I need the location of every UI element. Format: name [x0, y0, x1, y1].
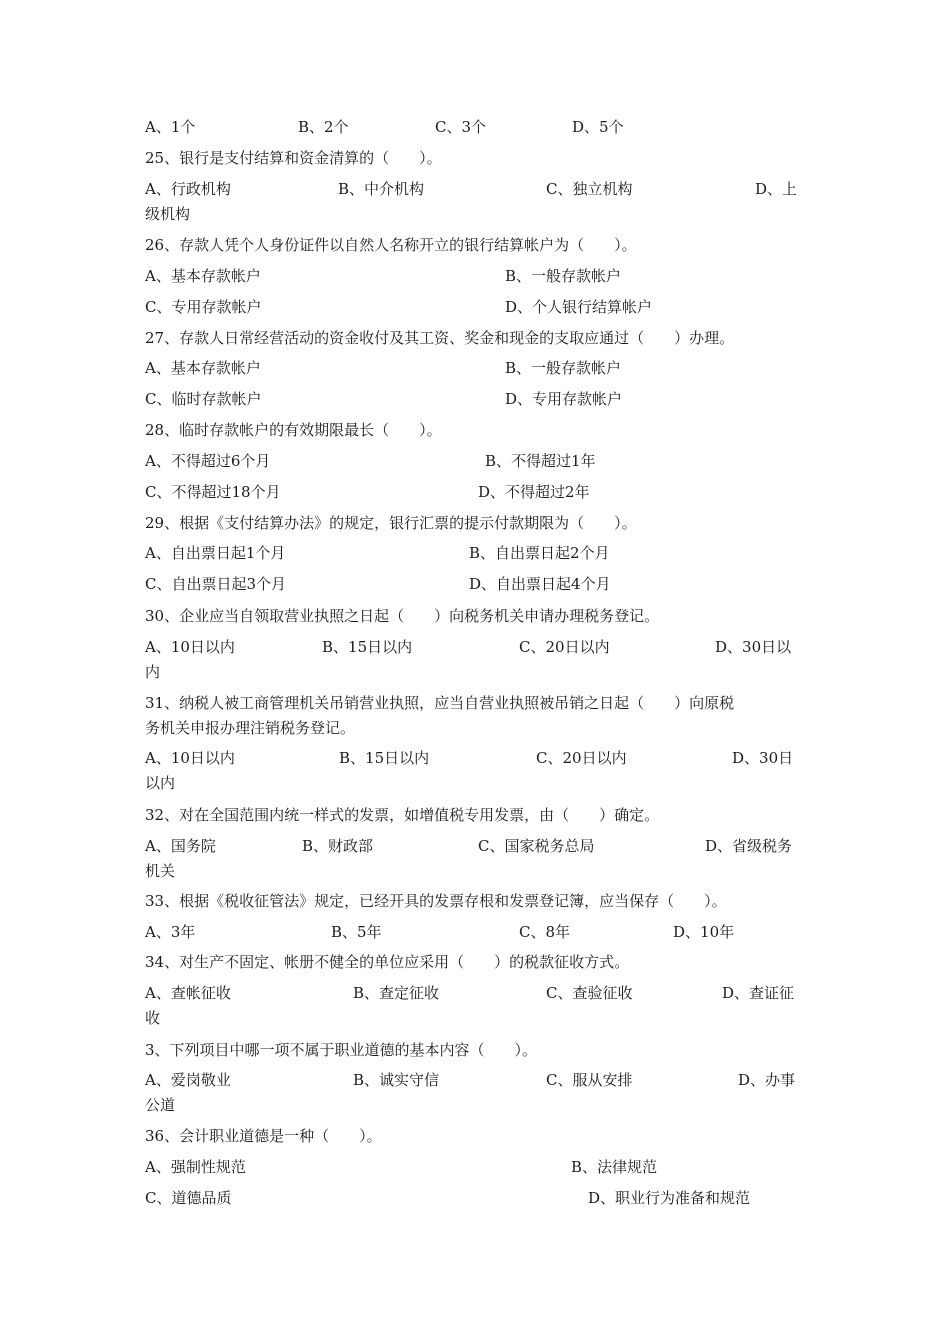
text-line	[145, 1156, 805, 1178]
question-text: 26、存款人凭个人身份证件以自然人名称开立的银行结算帐户为（ ）。	[145, 236, 637, 254]
text-line	[145, 573, 805, 595]
text-line	[145, 116, 805, 138]
answer-option: C、不得超过18个月	[145, 483, 281, 501]
text-line	[145, 296, 805, 318]
answer-option: B、2个	[298, 118, 349, 136]
answer-option: A、强制性规范	[145, 1158, 246, 1176]
text-line	[145, 860, 805, 882]
question-text: 25、银行是支付结算和资金清算的（ ）。	[145, 149, 442, 167]
text-line	[145, 1187, 805, 1209]
text-line	[145, 717, 805, 739]
answer-option: C、专用存款帐户	[145, 298, 262, 316]
answer-option: B、法律规范	[571, 1158, 658, 1176]
answer-option: A、基本存款帐户	[145, 267, 261, 285]
text-line	[145, 234, 805, 256]
answer-option: A、爱岗敬业	[145, 1071, 231, 1089]
answer-option: A、自出票日起1个月	[145, 544, 286, 562]
answer-option: C、临时存款帐户	[145, 390, 262, 408]
question-text: 28、临时存款帐户的有效期限最长（ ）。	[145, 421, 442, 439]
text-line	[145, 357, 805, 379]
answer-option: B、查定征收	[353, 984, 440, 1002]
answer-option: D、省级税务	[705, 837, 793, 855]
text-line	[145, 890, 805, 912]
answer-option: A、基本存款帐户	[145, 359, 261, 377]
answer-option: B、自出票日起2个月	[469, 544, 610, 562]
answer-option: C、3个	[435, 118, 487, 136]
answer-option: B、不得超过1年	[485, 452, 596, 470]
answer-option: C、国家税务总局	[478, 837, 595, 855]
text-line	[145, 1125, 805, 1147]
text-line	[145, 1094, 805, 1116]
text-line	[145, 1039, 805, 1061]
text-line	[145, 419, 805, 441]
text-line	[145, 982, 805, 1004]
text-line	[145, 147, 805, 169]
answer-option: A、行政机构	[145, 180, 231, 198]
answer-option: D、办事	[738, 1071, 796, 1089]
question-text: 机关	[145, 862, 176, 880]
question-text: 收	[145, 1009, 161, 1027]
text-line	[145, 203, 805, 225]
question-text: 级机构	[145, 205, 191, 223]
question-text: 务机关申报办理注销税务登记。	[145, 719, 356, 737]
answer-option: D、专用存款帐户	[505, 390, 623, 408]
question-text: 33、根据《税收征管法》规定，已经开具的发票存根和发票登记簿，应当保存（ ）。	[145, 892, 727, 910]
text-line	[145, 512, 805, 534]
answer-option: B、财政部	[302, 837, 374, 855]
text-line	[145, 951, 805, 973]
answer-option: D、30日	[732, 749, 794, 767]
answer-option: D、查证征	[722, 984, 795, 1002]
answer-option: D、30日以	[715, 638, 792, 656]
answer-option: A、国务院	[145, 837, 216, 855]
answer-option: B、5年	[331, 923, 382, 941]
answer-option: C、自出票日起3个月	[145, 575, 287, 593]
text-line	[145, 921, 805, 943]
answer-option: B、诚实守信	[353, 1071, 440, 1089]
text-line	[145, 605, 805, 627]
question-text: 32、对在全国范围内统一样式的发票，如增值税专用发票，由（ ）确定。	[145, 806, 660, 824]
answer-option: B、一般存款帐户	[505, 359, 622, 377]
text-line	[145, 1069, 805, 1091]
answer-option: C、服从安排	[546, 1071, 633, 1089]
answer-option: D、不得超过2年	[478, 483, 590, 501]
answer-option: D、个人银行结算帐户	[505, 298, 653, 316]
question-text: 3、下列项目中哪一项不属于职业道德的基本内容（ ）。	[145, 1041, 538, 1059]
answer-option: D、5个	[572, 118, 624, 136]
text-line	[145, 388, 805, 410]
text-line	[145, 327, 805, 349]
answer-option: A、10日以内	[145, 749, 235, 767]
text-line	[145, 772, 805, 794]
answer-option: A、1个	[145, 118, 196, 136]
text-line	[145, 692, 805, 714]
question-text: 31、纳税人被工商管理机关吊销营业执照，应当自营业执照被吊销之日起（ ）向原税	[145, 694, 735, 712]
answer-option: B、中介机构	[338, 180, 425, 198]
text-line	[145, 450, 805, 472]
question-text: 29、根据《支付结算办法》的规定，银行汇票的提示付款期限为（ ）。	[145, 514, 637, 532]
answer-option: D、职业行为准备和规范	[588, 1189, 751, 1207]
answer-option: C、8年	[519, 923, 571, 941]
question-text: 30、企业应当自领取营业执照之日起（ ）向税务机关申请办理税务登记。	[145, 607, 660, 625]
answer-option: B、15日以内	[339, 749, 430, 767]
question-text: 27、存款人日常经营活动的资金收付及其工资、奖金和现金的支取应通过（ ）办理。	[145, 329, 735, 347]
text-line	[145, 747, 805, 769]
question-text: 36、会计职业道德是一种（ ）。	[145, 1127, 382, 1145]
question-text: 内	[145, 663, 161, 681]
answer-option: B、一般存款帐户	[505, 267, 622, 285]
text-line	[145, 804, 805, 826]
answer-option: C、20日以内	[519, 638, 610, 656]
answer-option: C、道德品质	[145, 1189, 232, 1207]
text-line	[145, 542, 805, 564]
question-text: 以内	[145, 774, 176, 792]
text-line	[145, 265, 805, 287]
answer-option: C、20日以内	[536, 749, 627, 767]
text-line	[145, 661, 805, 683]
answer-option: D、自出票日起4个月	[469, 575, 611, 593]
answer-option: C、查验征收	[546, 984, 633, 1002]
text-line	[145, 1007, 805, 1029]
text-line	[145, 178, 805, 200]
answer-option: A、不得超过6个月	[145, 452, 271, 470]
text-line	[145, 481, 805, 503]
answer-option: D、10年	[673, 923, 735, 941]
question-text: 公道	[145, 1096, 176, 1114]
answer-option: D、上	[755, 180, 798, 198]
text-line	[145, 835, 805, 857]
answer-option: A、3年	[145, 923, 196, 941]
answer-option: A、查帐征收	[145, 984, 231, 1002]
question-text: 34、对生产不固定、帐册不健全的单位应采用（ ）的税款征收方式。	[145, 953, 630, 971]
text-line	[145, 636, 805, 658]
answer-option: B、15日以内	[322, 638, 413, 656]
answer-option: A、10日以内	[145, 638, 235, 656]
answer-option: C、独立机构	[546, 180, 633, 198]
